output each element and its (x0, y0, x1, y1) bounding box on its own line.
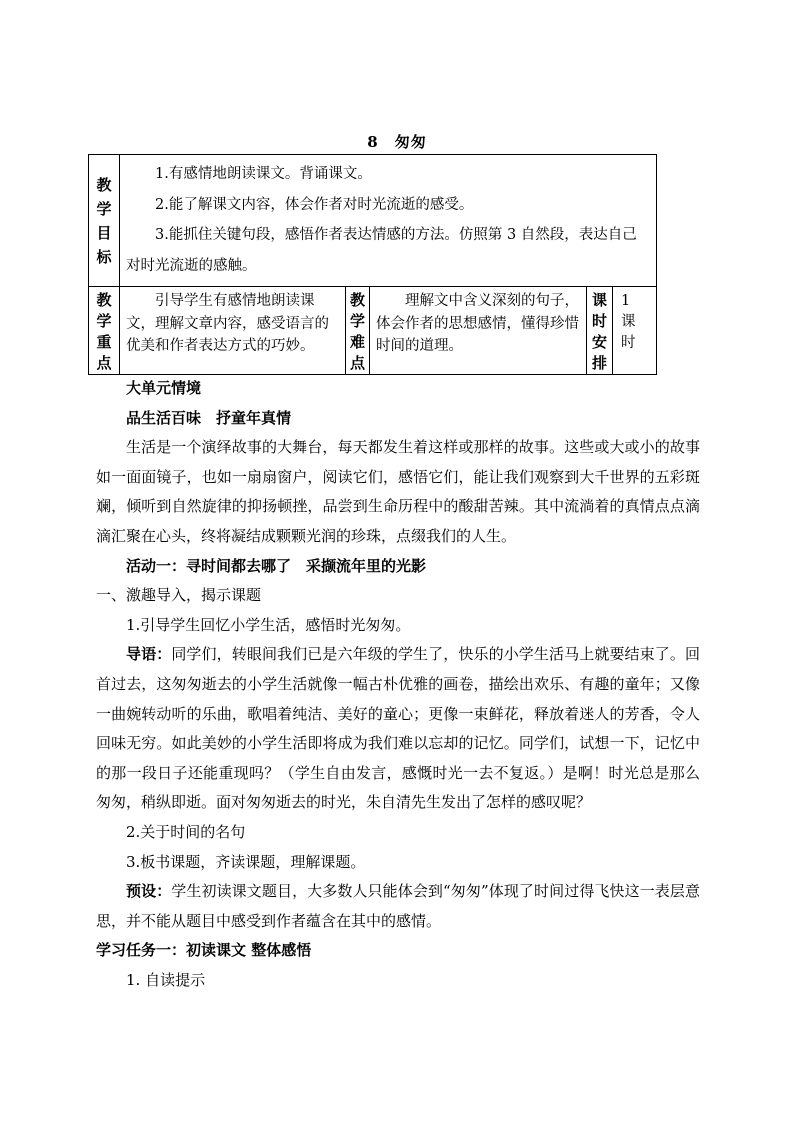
unit-subheading: 品生活百味 抒童年真情 (126, 408, 292, 427)
focus-content: 引导学生有感情地朗读课文，理解文章内容，感受语言的优美和作者表达方式的巧妙。 (120, 287, 346, 375)
difficulty-label: 教 学 难 点 (346, 287, 370, 375)
lesson-title: 8 匆匆 (367, 133, 427, 151)
task-step: 1. 自读提示 (126, 970, 206, 989)
goals-label: 教 学 目 标 (89, 155, 120, 287)
step-item: 1.引导学生回忆小学生活，感悟时光匆匆。 (126, 615, 411, 634)
schedule-label: 课 时 安 排 (587, 287, 613, 375)
preset-paragraph (96, 877, 700, 936)
schedule-content: 1 课 时 (613, 287, 657, 375)
goal-item: 1.有感情地朗读课文。背诵课文。 (155, 166, 372, 182)
goals-content (120, 155, 657, 287)
activity-heading: 活动一：寻时间都去哪了 采撷流年里的光影 (126, 556, 427, 575)
guide-label: 导语： (126, 645, 172, 664)
preset-text: 学生初读课文题目，大多数人只能体会到“匆匆”体现了时间过得飞快这一表层意思，并不能从题目中感受到作者蕴含在其中的感情。 (96, 882, 700, 930)
goal-item: 3.能抓住关键句段，感悟作者表达情感的方法。仿照第 3 自然段，表达自己对时光流逝的感触。 (126, 227, 637, 274)
unit-heading: 大单元情境 (126, 379, 202, 397)
step-item: 3.板书课题，齐读课题，理解课题。 (126, 852, 366, 871)
lesson-body (96, 374, 700, 995)
intro-paragraph: 生活是一个演绎故事的大舞台，每天都发生着这样或那样的故事。这些或大或小的故事如一面面镜子，也如一扇扇窗户，阅读它们，感悟它们，能让我们观察到大千世界的五彩斑斓，倾听到自然旋律的抑扬顿挫，品尝到生命历程中的酸甜苦辣。其中流淌着的真情点点滴滴汇聚在心头，终将凝结成颗颗光润的珍珠，点缀我们的人生。 (96, 438, 700, 545)
lesson-plan-table (88, 154, 657, 375)
task-heading: 学习任务一：初读课文 整体感悟 (96, 941, 312, 960)
guide-paragraph (96, 640, 700, 818)
preset-label: 预设： (126, 882, 172, 901)
step-item: 2.关于时间的名句 (126, 822, 246, 841)
difficulty-content: 理解文中含义深刻的句子，体会作者的思想感情，懂得珍惜时间的道理。 (370, 287, 587, 375)
focus-label: 教 学 重 点 (89, 287, 120, 375)
guide-text: 同学们，转眼间我们已是六年级的学生了，快乐的小学生活马上就要结束了。回首过去，这匆匆逝去的小学生活就像一幅古朴优雅的画卷，描绘出欢乐、有趣的童年；又像一曲婉转动听的乐曲，歌唱着纯洁、美好的童心；更像一束鲜花，释放着迷人的芳香，令人回味无穷。如此美妙的小学生活即将成为我们难以忘却的记忆。同学们，试想一下，记忆中的那一段日子还能重现吗？（学生自由发言，感慨时光一去不复返。）是啊！时光总是那么匆匆，稍纵即逝。面对匆匆逝去的时光，朱自清先生发出了怎样的感叹呢？ (96, 645, 700, 812)
goal-item: 2.能了解课文内容，体会作者对时光流逝的感受。 (155, 196, 474, 213)
section-heading: 一、激趣导入，揭示课题 (96, 586, 262, 605)
